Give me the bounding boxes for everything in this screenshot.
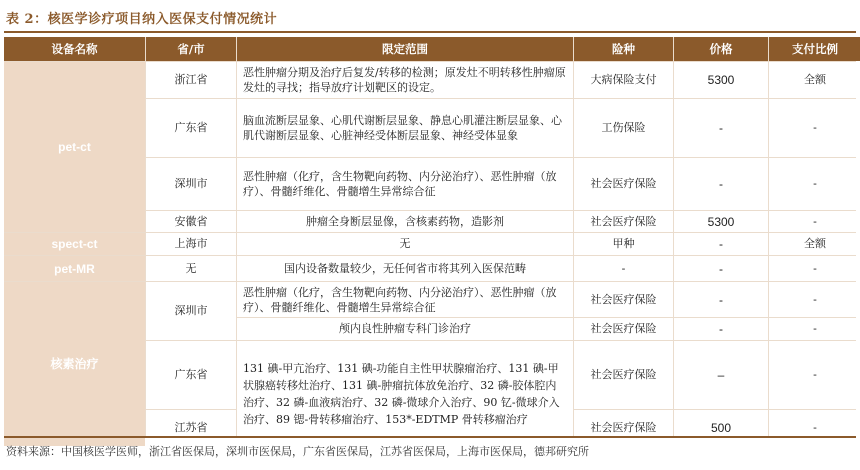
ratio-cell: - [769,211,860,232]
ratio-cell: - [769,318,860,340]
insurance-cell: 社会医疗保险 [574,341,673,409]
caption-divider [4,31,856,33]
insurance-cell: - [574,256,673,281]
region-cell: 安徽省 [146,211,236,232]
scope-cell: 国内设备数量较少，无任何省市将其列入医保范畴 [237,256,573,281]
ratio-cell: - [769,158,860,210]
price-cell: - [674,318,768,340]
insurance-cell: 甲种 [574,233,673,255]
region-cell: 广东省 [146,99,236,157]
region-cell: 上海市 [146,233,236,255]
ratio-cell: 全额 [769,62,860,98]
price-cell: - [674,99,768,157]
region-cell: 深圳市 [146,282,236,340]
category-pet-mr: pet-MR [4,256,145,281]
scope-cell [237,62,573,98]
ratio-cell: 全额 [769,233,860,255]
ratio-cell: - [769,99,860,157]
ratio-cell: - [769,256,860,281]
category-pet-ct: pet-ct [4,62,145,232]
scope-cell: 颅内良性肿瘤专科门诊治疗 [237,318,573,340]
region-cell: 无 [146,256,236,281]
scope-cell [237,158,573,210]
header-region: 省/市 [146,37,236,61]
scope-cell [237,282,573,317]
price-cell: - [674,158,768,210]
table-bottom-divider [4,436,856,438]
region-cell: 深圳市 [146,158,236,210]
scope-text: 恶性肿瘤（化疗，含生物靶向药物、内分泌治疗）、恶性肿瘤（放疗）、骨髓纤维化、骨髓增生异常综合征 [243,170,557,198]
category-nuclide-therapy: 核素治疗 [4,282,145,446]
header-price: 价格 [674,37,768,61]
header-insurance: 险种 [574,37,673,61]
source-note: 资料来源：中国核医学医师，浙江省医保局，深圳市医保局，广东省医保局，江苏省医保局，上海市医保局，德邦研究所 [6,445,589,458]
header-scope: 限定范围 [237,37,573,61]
insurance-cell: 工伤保险 [574,99,673,157]
price-cell: – [674,341,768,409]
price-cell: 5300 [674,62,768,98]
scope-cell [237,341,573,446]
price-cell: - [674,282,768,317]
ratio-cell: - [769,410,860,446]
scope-text: 恶性肿瘤（化疗，含生物靶向药物、内分泌治疗）、恶性肿瘤（放疗）、骨髓纤维化、骨髓增生异常综合征 [243,285,557,314]
ratio-cell: - [769,341,860,409]
scope-cell: 肿瘤全身断层显像，含核素药物，造影剂 [237,211,573,232]
insurance-cell: 社会医疗保险 [574,282,673,317]
insurance-cell: 社会医疗保险 [574,211,673,232]
scope-cell [237,99,573,157]
price-cell: - [674,256,768,281]
region-cell: 江苏省 [146,410,236,446]
insurance-cell: 大病保险支付 [574,62,673,98]
region-cell: 广东省 [146,341,236,409]
price-cell: 500 [674,410,768,446]
insurance-cell: 社会医疗保险 [574,410,673,446]
ratio-cell: - [769,282,860,317]
scope-text: 恶性肿瘤分期及治疗后复发/转移的检测；原发灶不明转移性肿瘤原发灶的寻找；指导放疗计划靶区的设定。 [243,66,566,94]
price-cell: - [674,233,768,255]
scope-cell: 无 [237,233,573,255]
table-caption: 表 2：核医学诊疗项目纳入医保支付情况统计 [6,12,278,27]
insurance-cell: 社会医疗保险 [574,158,673,210]
header-device: 设备名称 [4,37,145,61]
category-spect-ct: spect-ct [4,233,145,255]
scope-text: 131 碘-甲亢治疗、131 碘-功能自主性甲状腺瘤治疗、131 碘-甲状腺癌转移灶治疗、131 碘-肿瘤抗体放免治疗、32 磷-胶体腔内治疗、32 磷-血液病治疗、32 磷-微球介入治疗、90 钇-微球介入治疗、89 锶-骨转移瘤治疗、153*-EDTMP 骨转移瘤治疗 [243,361,560,426]
insurance-cell: 社会医疗保险 [574,318,673,340]
scope-text: 脑血流断层显象、心肌代谢断层显象、静息心肌灌注断层显象、心肌代谢断层显象、心脏神经受体断层显象、神经受体显象 [243,114,562,142]
header-ratio: 支付比例 [769,37,860,61]
price-cell: 5300 [674,211,768,232]
coverage-table [4,37,856,436]
region-cell: 浙江省 [146,62,236,98]
